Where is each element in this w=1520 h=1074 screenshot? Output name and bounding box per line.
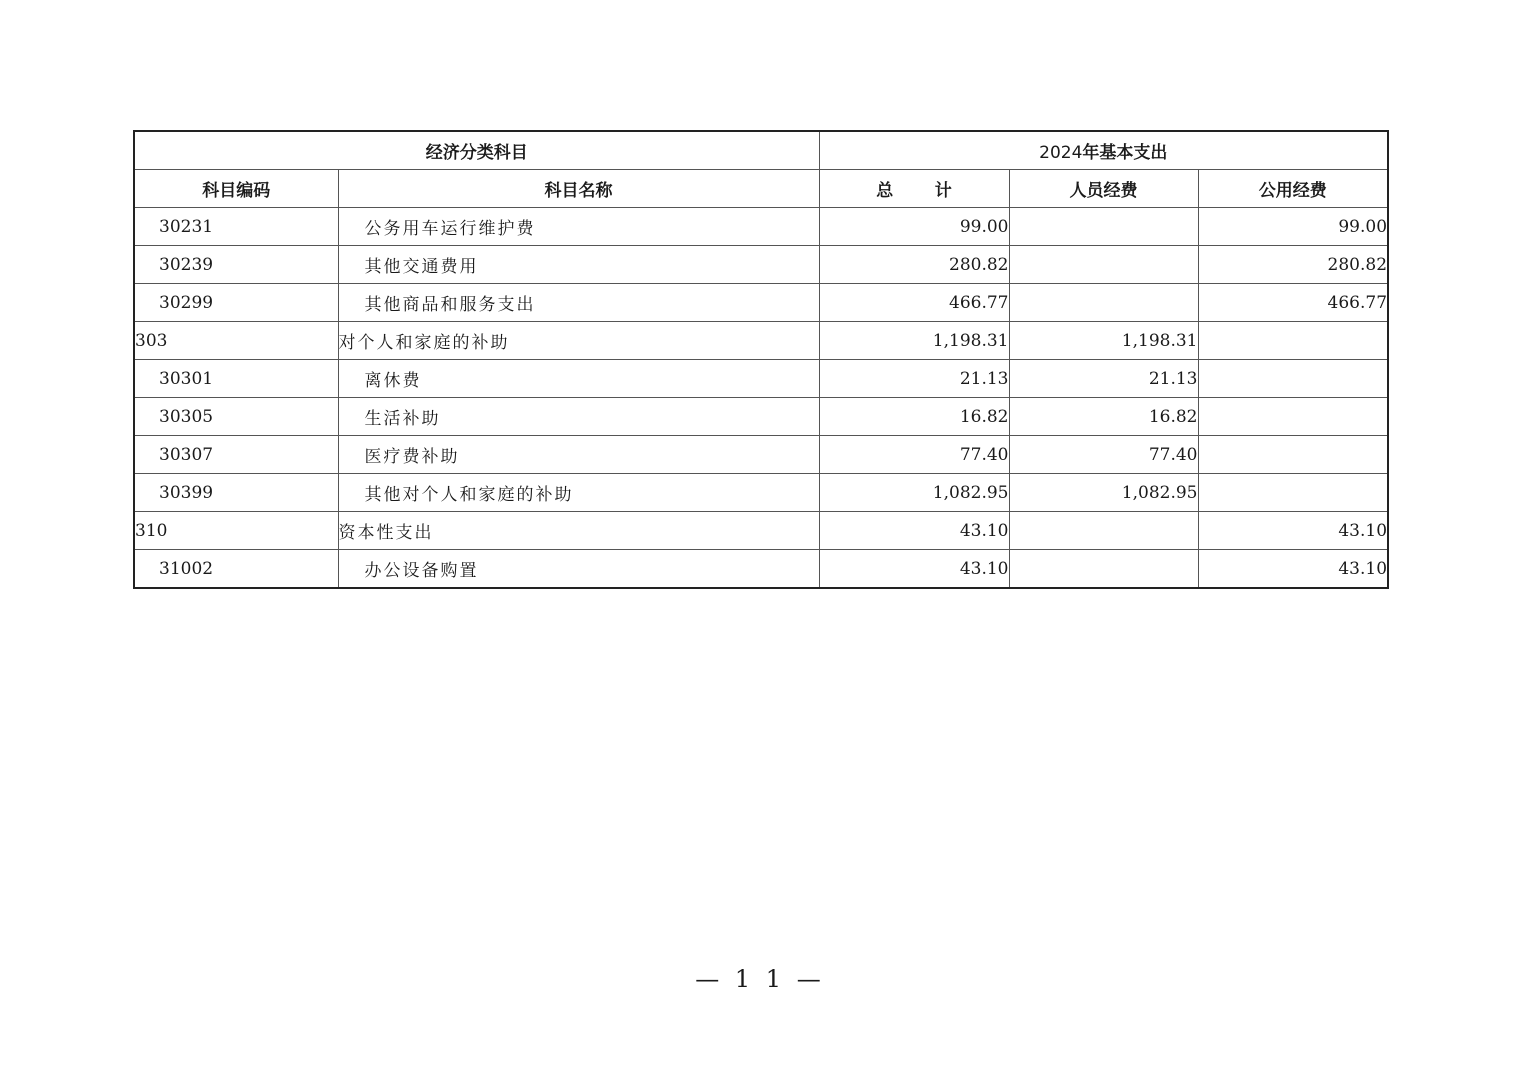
cell-total: 1,198.31	[819, 322, 1009, 360]
cell-code: 30301	[134, 360, 338, 398]
cell-personnel: 16.82	[1009, 398, 1198, 436]
cell-name: 离休费	[338, 360, 819, 398]
table-row	[134, 246, 1388, 284]
cell-public: 280.82	[1198, 246, 1388, 284]
cell-personnel: 77.40	[1009, 436, 1198, 474]
cell-public: 99.00	[1198, 208, 1388, 246]
cell-name: 公务用车运行维护费	[338, 208, 819, 246]
col-header-personnel: 人员经费	[1009, 170, 1198, 208]
cell-code: 303	[134, 322, 338, 360]
cell-name: 医疗费补助	[338, 436, 819, 474]
cell-personnel: 1,082.95	[1009, 474, 1198, 512]
cell-public	[1198, 474, 1388, 512]
cell-total: 280.82	[819, 246, 1009, 284]
cell-name: 其他商品和服务支出	[338, 284, 819, 322]
cell-personnel	[1009, 550, 1198, 589]
cell-personnel	[1009, 246, 1198, 284]
table-row	[134, 208, 1388, 246]
cell-personnel: 1,198.31	[1009, 322, 1198, 360]
cell-public: 43.10	[1198, 512, 1388, 550]
cell-public	[1198, 436, 1388, 474]
cell-name: 办公设备购置	[338, 550, 819, 589]
cell-code: 31002	[134, 550, 338, 589]
header-column-row	[134, 170, 1388, 208]
col-header-name: 科目名称	[338, 170, 819, 208]
table-row	[134, 512, 1388, 550]
cell-code: 30305	[134, 398, 338, 436]
table-row	[134, 322, 1388, 360]
cell-total: 16.82	[819, 398, 1009, 436]
cell-total: 1,082.95	[819, 474, 1009, 512]
page-number: — 1 1 —	[695, 965, 825, 993]
cell-total: 43.10	[819, 512, 1009, 550]
table-row	[134, 398, 1388, 436]
cell-personnel: 21.13	[1009, 360, 1198, 398]
budget-table	[133, 130, 1389, 589]
cell-public	[1198, 398, 1388, 436]
cell-personnel	[1009, 208, 1198, 246]
table-row	[134, 360, 1388, 398]
cell-public	[1198, 322, 1388, 360]
header-year: 2024	[1039, 143, 1083, 163]
table-row	[134, 284, 1388, 322]
cell-total: 99.00	[819, 208, 1009, 246]
cell-total: 43.10	[819, 550, 1009, 589]
cell-name: 资本性支出	[338, 512, 819, 550]
col-header-code: 科目编码	[134, 170, 338, 208]
header-economic-category: 经济分类科目	[134, 131, 819, 170]
header-basic-expenditure	[819, 131, 1388, 170]
cell-public: 43.10	[1198, 550, 1388, 589]
header-year-suffix: 年基本支出	[1082, 143, 1168, 163]
cell-code: 310	[134, 512, 338, 550]
cell-total: 466.77	[819, 284, 1009, 322]
cell-name: 其他对个人和家庭的补助	[338, 474, 819, 512]
cell-name: 对个人和家庭的补助	[338, 322, 819, 360]
col-header-public: 公用经费	[1198, 170, 1388, 208]
cell-public	[1198, 360, 1388, 398]
cell-code: 30231	[134, 208, 338, 246]
cell-code: 30399	[134, 474, 338, 512]
cell-name: 其他交通费用	[338, 246, 819, 284]
cell-personnel	[1009, 512, 1198, 550]
cell-name: 生活补助	[338, 398, 819, 436]
header-group-row	[134, 131, 1388, 170]
cell-code: 30299	[134, 284, 338, 322]
table-body	[134, 208, 1388, 589]
table-row	[134, 436, 1388, 474]
cell-total: 21.13	[819, 360, 1009, 398]
table-row	[134, 550, 1388, 589]
cell-total: 77.40	[819, 436, 1009, 474]
cell-public: 466.77	[1198, 284, 1388, 322]
col-header-total: 总 计	[819, 170, 1009, 208]
cell-code: 30307	[134, 436, 338, 474]
cell-personnel	[1009, 284, 1198, 322]
cell-code: 30239	[134, 246, 338, 284]
table-row	[134, 474, 1388, 512]
